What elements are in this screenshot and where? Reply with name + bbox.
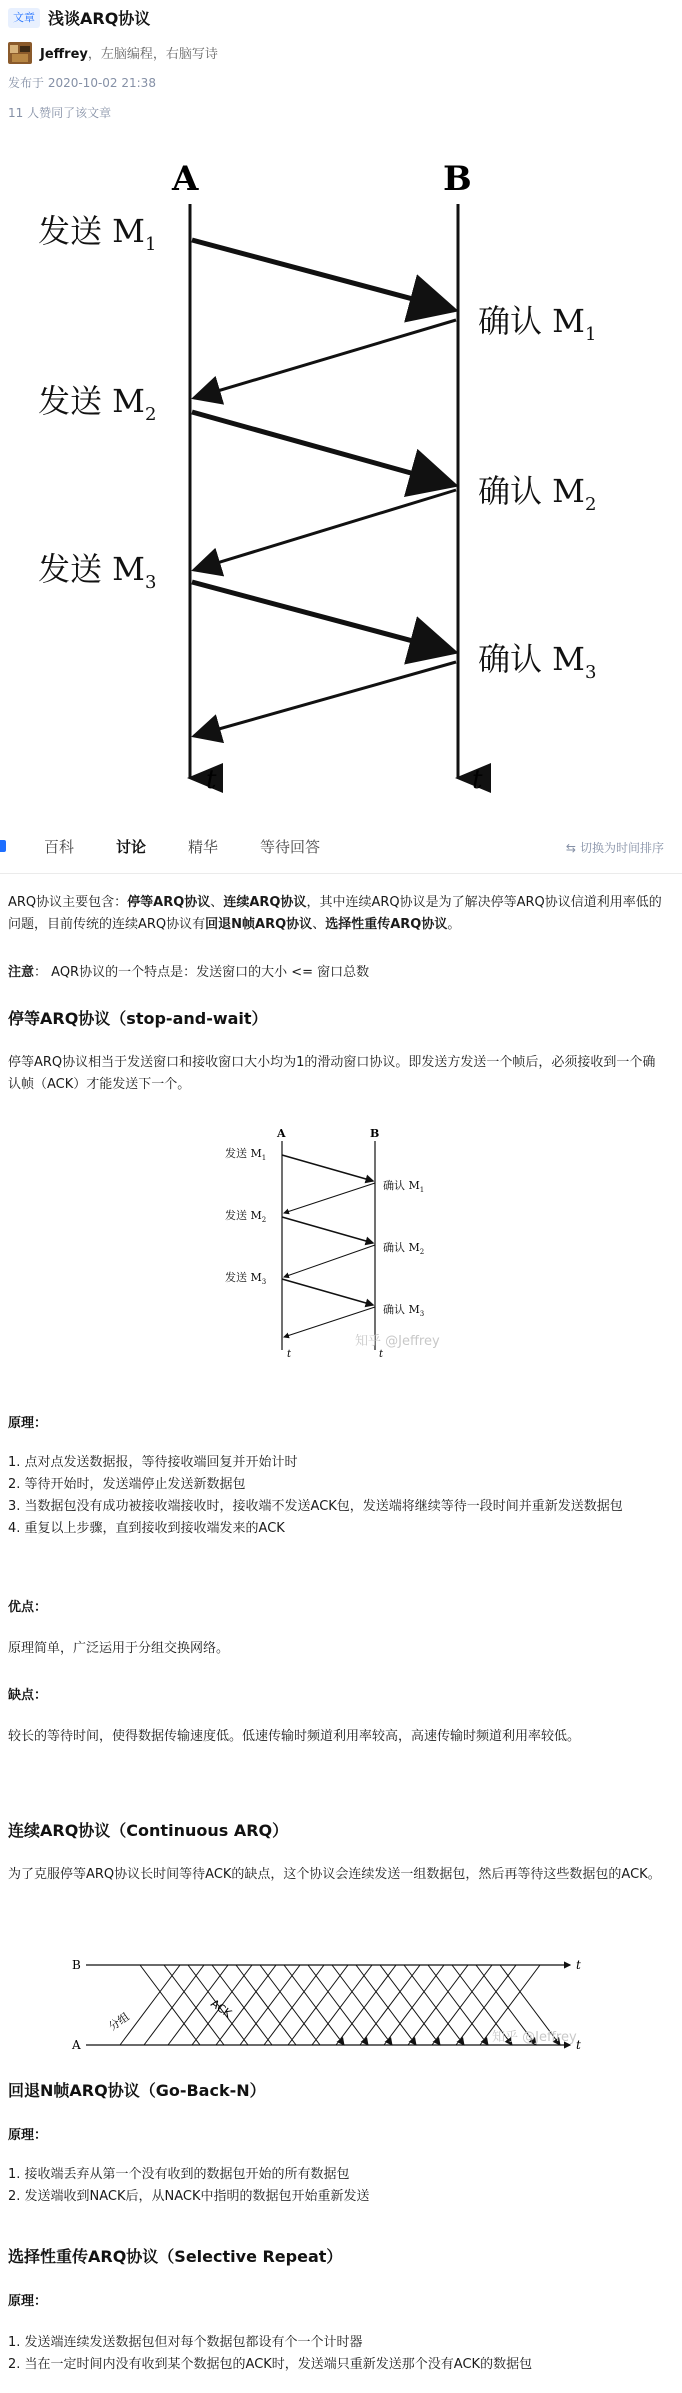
ack-label-2: 确认 M: [478, 472, 585, 510]
svg-text:ACK: ACK: [208, 1996, 234, 2021]
ack-sub-2: 2: [584, 494, 597, 515]
list-item: 3. 当数据包没有成功被接收端接收时，接收端不发送ACK包，发送端将继续等待一段时间并重新发送数据包: [8, 1499, 623, 1514]
list-item: 4. 重复以上步骤，直到接收到接收端发来的ACK: [8, 1521, 285, 1536]
packet-line: [408, 1965, 468, 2045]
list-item: 2. 当在一定时间内没有收到某个数据包的ACK时，发送端只重新发送那个没有ACK的数据包: [8, 2357, 533, 2372]
ack-line: [332, 1965, 392, 2045]
svg-text:A: A: [72, 2038, 81, 2052]
list-item: 2. 等待开始时，发送端停止发送新数据包: [8, 1477, 246, 1492]
packet-line: [336, 1965, 396, 2045]
ack-sub-3: 3: [584, 662, 597, 683]
topic-tabs: [0, 818, 682, 874]
svg-text:知乎 @Jeffrey: 知乎 @Jeffrey: [492, 2030, 577, 2045]
principle-list: [8, 1452, 668, 1540]
intro-paragraph: ARQ协议主要包含：停等ARQ协议、连续ARQ协议，其中连续ARQ协议是为了解决停等ARQ协议信道利用率低的问题，目前传统的连续ARQ协议有回退N帧ARQ协议、选择性重传ARQ协议。: [8, 895, 662, 932]
send-sub-2: 2: [144, 404, 157, 425]
send-arrow-3: [192, 582, 454, 652]
author-headline: 左脑编程，右脑写诗: [100, 47, 218, 62]
sr-list: [8, 2332, 668, 2376]
svg-text:发送 M2: 发送 $M_2$: [225, 1209, 267, 1224]
send-label-3: 发送 M: [38, 550, 145, 588]
ack-line: [428, 1965, 488, 2045]
ack-line: [308, 1965, 368, 2045]
ack-line: [260, 1965, 320, 2045]
svg-text:t: t: [576, 1958, 581, 1972]
sr-principle-label: 原理：: [8, 2294, 48, 2309]
stop-and-wait-diagram-large: [0, 140, 682, 810]
ack-arrow-2: [194, 490, 456, 570]
sort-toggle-label: 切换为时间排序: [579, 841, 664, 855]
heading-go-back-n: 回退N帧ARQ协议（Go-Back-N）: [8, 2081, 266, 2100]
packet-line: [360, 1965, 420, 2045]
svg-text:确认 M2: 确认 $M_2$: [383, 1241, 425, 1256]
send-sub-3: 3: [144, 572, 157, 593]
tab-featured[interactable]: 精华: [188, 838, 219, 856]
svg-text:t: t: [576, 2038, 581, 2052]
pros-text: 原理简单，广泛运用于分组交换网络。: [8, 1641, 230, 1656]
send-sub-1: 1: [144, 234, 157, 255]
packet-line: [312, 1965, 372, 2045]
cons-text: 较长的等待时间，使得数据传输速度低。低速传输时频道利用率较高，高速传输时频道利用率较低。: [8, 1729, 581, 1744]
list-item: 2. 发送端收到NACK后，从NACK中指明的数据包开始重新发送: [8, 2189, 370, 2204]
send-arrow-1: [192, 240, 454, 310]
ack-line: [284, 1965, 344, 2045]
like-count[interactable]: 11 人赞同了该文章: [8, 106, 112, 120]
svg-text:确认 M1: 确认 $M_1$: [383, 1179, 425, 1194]
packet-line: [432, 1965, 492, 2045]
svg-text:发送 M3: [38, 550, 156, 593]
list-item: 1. 点对点发送数据报，等待接收端回复并开始计时: [8, 1455, 298, 1470]
heading-selective-repeat: 选择性重传ARQ协议（Selective Repeat）: [8, 2247, 343, 2266]
cons-label: 缺点：: [8, 1688, 48, 1703]
svg-text:B: B: [370, 1127, 380, 1140]
publish-date: 发布于 2020-10-02 21:38: [8, 76, 156, 90]
send-arrow-2: [192, 412, 454, 485]
continuous-arq-diagram: [60, 1945, 620, 2065]
ack-line: [236, 1965, 296, 2045]
author-line: [40, 43, 218, 62]
svg-text:t: t: [287, 1349, 292, 1360]
ack-line: [140, 1965, 200, 2045]
ack-arrow-3: [194, 662, 456, 736]
tab-discussion[interactable]: 讨论: [116, 838, 147, 856]
tab-waiting-answers[interactable]: 等待回答: [260, 838, 321, 856]
svg-text:确认 M3: 确认 $M_3$: [383, 1303, 425, 1318]
article-tag: 文章: [8, 8, 40, 28]
tab-indicator: [0, 840, 6, 852]
article-title: 浅谈ARQ协议: [48, 9, 151, 28]
tab-wiki[interactable]: 百科: [44, 838, 75, 856]
svg-text:A: A: [277, 1127, 286, 1140]
pros-label: 优点：: [8, 1600, 48, 1615]
svg-text:确认 M2: [478, 472, 596, 515]
heading-continuous-arq: 连续ARQ协议（Continuous ARQ）: [8, 1821, 289, 1840]
svg-text:B: B: [72, 1958, 81, 1972]
avatar-image: [8, 42, 32, 64]
ack-label-1: 确认 M: [478, 302, 585, 340]
svg-text:发送 M2: [38, 382, 156, 425]
ack-label-3: 确认 M: [478, 640, 585, 678]
node-a-label: A: [172, 159, 199, 199]
list-item: 1. 接收端丢弃从第一个没有收到的数据包开始的所有数据包: [8, 2167, 350, 2182]
svg-text:分组: 分组: [106, 2010, 132, 2034]
watermark: 知乎 @Jeffrey: [355, 1334, 440, 1349]
svg-text:发送 M1: [38, 212, 156, 255]
swap-icon: ⇆: [565, 841, 576, 855]
packet-line: [288, 1965, 348, 2045]
time-a-label: t: [206, 765, 217, 795]
svg-text:发送 M3: 发送 $M_3$: [225, 1271, 267, 1286]
stop-and-wait-diagram-small: [215, 1125, 465, 1365]
author-avatar[interactable]: [8, 42, 32, 64]
packet-line: [144, 1965, 204, 2045]
send-label-1: 发送 M: [38, 212, 145, 250]
note-label: 注意: [8, 965, 35, 980]
send-label-2: 发送 M: [38, 382, 145, 420]
time-b-label: t: [472, 765, 483, 795]
continuous-desc: 为了克服停等ARQ协议长时间等待ACK的缺点，这个协议会连续发送一组数据包，然后再等待这些数据包的ACK。: [8, 1867, 661, 1882]
gbn-list: [8, 2164, 668, 2208]
principle-label: 原理：: [8, 1416, 48, 1431]
packet-line: [120, 1965, 180, 2045]
ack-arrow-1: [194, 320, 456, 398]
author-name[interactable]: Jeffrey: [40, 47, 88, 62]
node-b-label: B: [443, 159, 472, 199]
list-item: 1. 发送端连续发送数据包但对每个数据包都设有个一个计时器: [8, 2335, 363, 2350]
svg-text:确认 M3: [478, 640, 596, 683]
heading-stop-and-wait: 停等ARQ协议（stop-and-wait）: [8, 1009, 268, 1028]
ack-sub-1: 1: [584, 324, 597, 345]
ack-line: [404, 1965, 464, 2045]
packet-line: [240, 1965, 300, 2045]
packet-line: [264, 1965, 324, 2045]
sort-toggle[interactable]: [566, 839, 664, 856]
ack-line: [380, 1965, 440, 2045]
svg-text:发送 M1: 发送 $M_1$: [225, 1147, 267, 1162]
note-paragraph: [8, 962, 668, 984]
stop-and-wait-desc: 停等ARQ协议相当于发送窗口和接收窗口大小均为1的滑动窗口协议。即发送方发送一个帧后，必须接收到一个确认帧（ACK）才能发送下一个。: [8, 1055, 656, 1092]
packet-line: [384, 1965, 444, 2045]
svg-text:t: t: [379, 1349, 384, 1360]
author-separator: ，: [87, 47, 101, 62]
gbn-principle-label: 原理：: [8, 2128, 48, 2143]
svg-text:确认 M1: [478, 302, 596, 345]
ack-line: [356, 1965, 416, 2045]
note-text: ： AQR协议的一个特点是：发送窗口的大小 <= 窗口总数: [34, 965, 370, 980]
